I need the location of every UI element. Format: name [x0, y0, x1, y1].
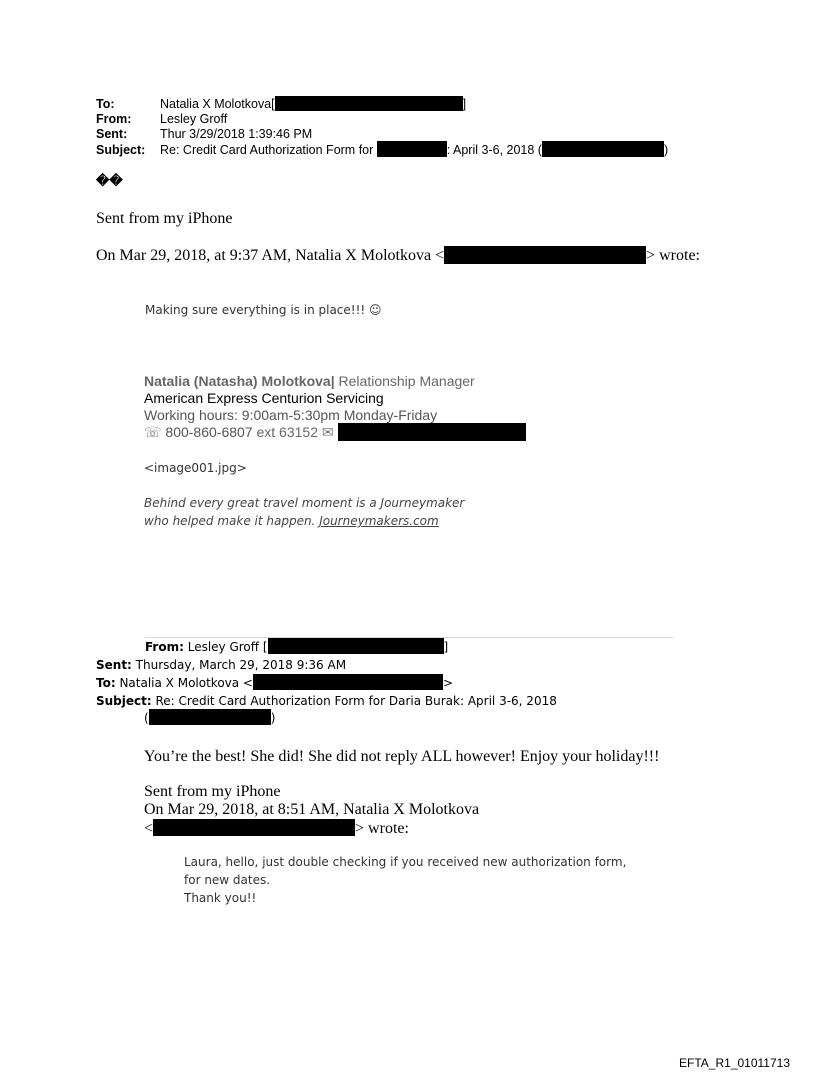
subject-dates: : April 3-6, 2018 ( [446, 143, 542, 157]
subject-value [160, 143, 668, 158]
signature-company: American Express Centurion Servicing [144, 390, 384, 406]
reply-message: Making sure everything is in place!!! ☺ [145, 303, 382, 317]
redaction-box [275, 96, 463, 111]
fwd-to-line [96, 676, 453, 690]
fwd-from-close: ] [443, 640, 449, 654]
mail-icon: ✉ [321, 424, 334, 440]
from-value: Lesley Groff [160, 112, 228, 126]
signature-name: Natalia (Natasha) Molotkova| [144, 373, 335, 389]
reply2-intro-wrote: > wrote: [355, 820, 409, 837]
journeymakers-link[interactable]: Journeymakers.com [319, 514, 439, 528]
fwd-to-label: To: [96, 676, 116, 690]
redaction-box [377, 141, 447, 157]
signature-role: Relationship Manager [334, 373, 475, 389]
fwd-paren-close: ) [270, 711, 276, 725]
fwd-from-label: From: [145, 640, 184, 654]
bates-number: EFTA_R1_01011713 [679, 1056, 790, 1070]
quote-intro-wrote: > wrote: [646, 247, 700, 264]
phone-icon: ☏ [144, 424, 162, 440]
signature-contact [144, 424, 526, 441]
subject-prefix: Re: Credit Card Authorization Form for [160, 143, 374, 157]
to-name: Natalia X Molotkova[ [160, 97, 275, 111]
fwd-paren-open: ( [144, 711, 149, 725]
reply3-line3: Thank you!! [184, 891, 257, 905]
fwd-from-line [145, 640, 448, 654]
reply2-message: You’re the best! She did! She did not reply ALL however! Enjoy your holiday!!! [144, 748, 660, 765]
fwd-to-close: > [442, 676, 454, 690]
fwd-subject-value: Re: Credit Card Authorization Form for Daria Burak: April 3-6, 2018 [151, 694, 557, 708]
subject-label: Subject: [96, 143, 146, 157]
subject-close: ) [663, 143, 669, 157]
fwd-sent-label: Sent: [96, 658, 132, 672]
tagline-line1: Behind every great travel moment is a Journeymaker [144, 496, 465, 510]
signature-name-line [144, 373, 475, 389]
fwd-from-value: Lesley Groff [ [183, 640, 268, 654]
signature-hours: Working hours: 9:00am-5:30pm Monday-Friday [144, 407, 438, 423]
to-label: To: [96, 97, 115, 111]
to-value [160, 97, 466, 112]
redaction-box [149, 709, 271, 725]
redaction-box [153, 819, 355, 836]
sent-value: Thur 3/29/2018 1:39:46 PM [160, 127, 313, 141]
signature-ext: ext 63152 [252, 424, 322, 440]
reply3-line2: for new dates. [184, 873, 271, 887]
from-label: From: [96, 112, 132, 126]
reply2-intro-address [144, 820, 409, 838]
redaction-box [338, 423, 526, 441]
reply2-sent-from: Sent from my iPhone [144, 783, 281, 800]
quote-intro-text: On Mar 29, 2018, at 9:37 AM, Natalia X Molotkova < [96, 247, 445, 264]
redaction-box [253, 674, 443, 690]
fwd-subject-line [96, 694, 557, 708]
signature-phone: 800-860-6807 [161, 424, 253, 440]
sent-label: Sent: [96, 127, 128, 141]
replacement-glyphs: �� [96, 173, 123, 188]
tagline-line2 [144, 514, 439, 528]
sent-from-iphone: Sent from my iPhone [96, 210, 233, 227]
quote-intro [96, 247, 700, 265]
tagline-text: who helped make it happen. [144, 514, 320, 528]
fwd-sent-line [96, 658, 346, 672]
reply3-line1: Laura, hello, just double checking if you received new authorization form, [184, 855, 627, 869]
redaction-box [542, 141, 664, 157]
reply2-intro-open: < [144, 820, 154, 837]
redaction-box [268, 638, 444, 654]
redaction-box [444, 246, 646, 264]
fwd-sent-value: Thursday, March 29, 2018 9:36 AM [131, 658, 347, 672]
reply2-intro: On Mar 29, 2018, at 8:51 AM, Natalia X Molotkova [144, 801, 480, 818]
image-placeholder: <image001.jpg> [144, 461, 247, 475]
fwd-to-value: Natalia X Molotkova < [115, 676, 253, 690]
fwd-subject-continued [144, 711, 275, 725]
to-close: ] [462, 97, 467, 111]
fwd-subject-label: Subject: [96, 694, 152, 708]
